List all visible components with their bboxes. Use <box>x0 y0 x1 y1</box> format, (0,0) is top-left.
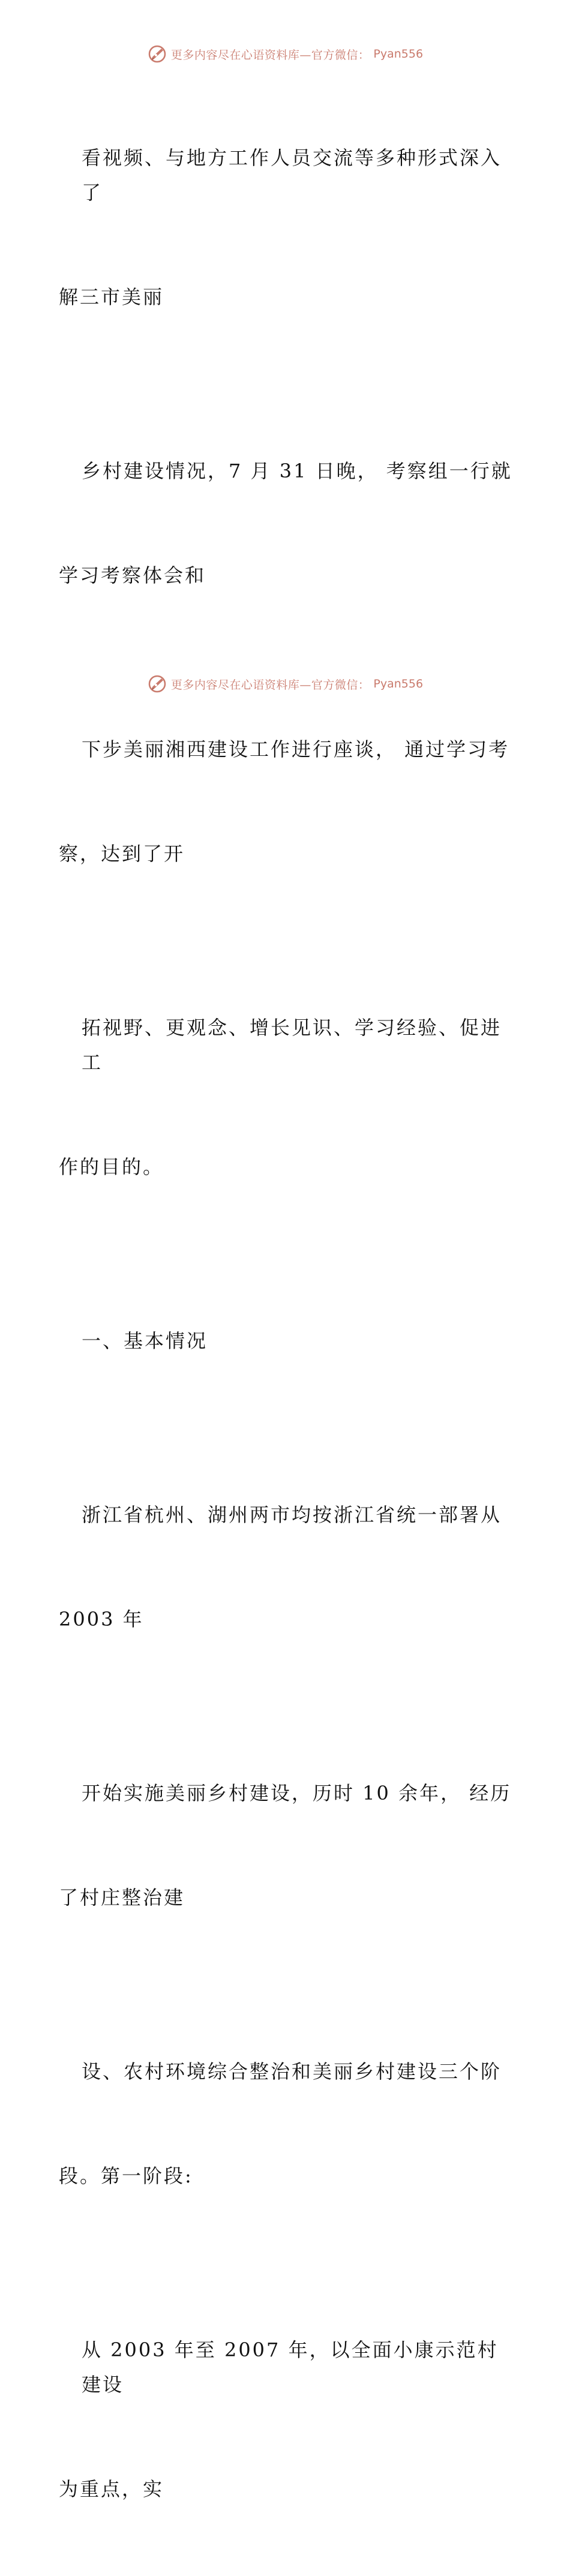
paragraph <box>59 1428 515 1706</box>
document-body <box>59 71 515 2576</box>
paragraph-first-line: 看视频、与地方工作人员交流等多种形式深入了 <box>82 146 502 204</box>
paragraph-first-line: 开始实施美丽乡村建设，历时 10 余年， 经历 <box>82 1782 512 1805</box>
header-wechat-id: Pyan556 <box>373 47 424 61</box>
paragraph-continuation: 作的目的。 <box>59 1155 164 1178</box>
paragraph-continuation: 段。第一阶段: <box>59 2164 193 2187</box>
paragraph <box>59 2263 515 2576</box>
paragraph-continuation: 解三市美丽 <box>59 286 164 308</box>
paragraph-first-line: 下步美丽湘西建设工作进行座谈， 通过学习考 <box>82 738 510 761</box>
footer-watermark-text: 更多内容尽在心语资料库—官方微信： <box>170 678 370 692</box>
paragraph-first-line: 乡村建设情况，7 月 31 日晚， 考察组一行就 <box>82 460 512 482</box>
paragraph-first-line: 设、农村环境综合整治和美丽乡村建设三个阶 <box>82 2060 502 2083</box>
paragraph <box>59 1706 515 1984</box>
paragraph <box>59 1984 515 2263</box>
paragraph-continuation: 学习考察体会和 <box>59 564 206 587</box>
paragraph-first-line: 拓视野、更观念、增长见识、学习经验、促进工 <box>82 1016 502 1074</box>
paragraph <box>59 71 515 384</box>
paragraph-continuation: 2003 年 <box>59 1608 144 1631</box>
pen-logo-icon <box>147 44 167 64</box>
paragraph-continuation: 了村庄整治建 <box>59 1886 185 1909</box>
paragraph <box>59 384 515 662</box>
paragraph-continuation: 察，达到了开 <box>59 842 185 865</box>
paragraph <box>59 941 515 1254</box>
section-heading-text: 一、基本情况 <box>82 1329 208 1352</box>
section-heading <box>59 1254 515 1428</box>
footer-wechat-id: Pyan556 <box>373 677 424 690</box>
paragraph-first-line: 从 2003 年至 2007 年，以全面小康示范村建设 <box>82 2338 499 2396</box>
paragraph <box>59 662 515 941</box>
paragraph-continuation: 为重点，实 <box>59 2478 164 2500</box>
footer-watermark-banner <box>0 672 570 696</box>
paragraph-first-line: 浙江省杭州、湖州两市均按浙江省统一部署从 <box>82 1503 502 1526</box>
pen-logo-icon <box>147 674 167 694</box>
header-watermark-banner <box>0 42 570 66</box>
header-watermark-text: 更多内容尽在心语资料库—官方微信： <box>170 48 370 62</box>
